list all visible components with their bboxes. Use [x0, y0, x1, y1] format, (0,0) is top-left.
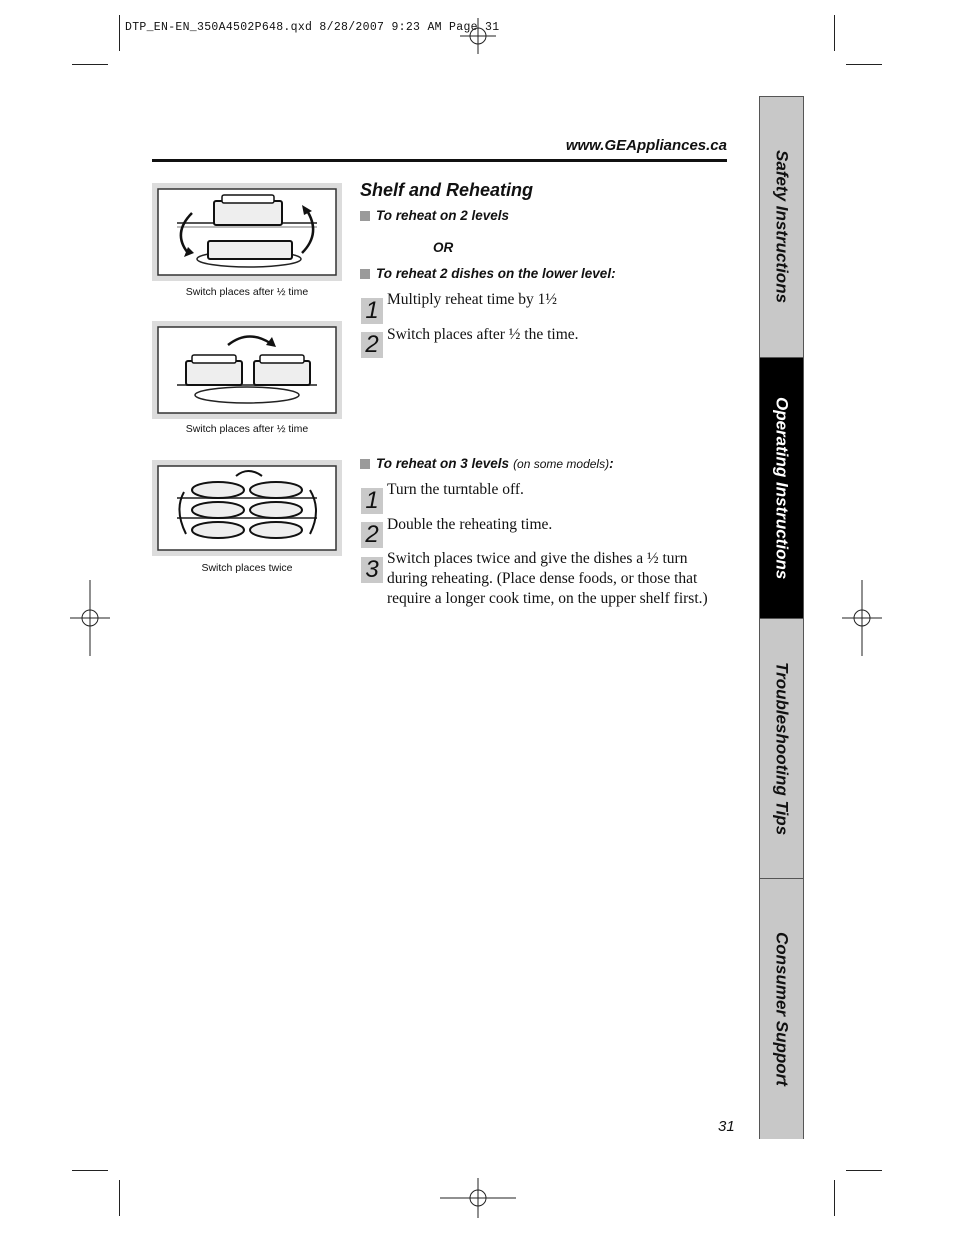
registration-target-left — [70, 580, 110, 656]
oven-lower-level-illustration — [152, 321, 342, 419]
oven-two-shelves-illustration — [152, 183, 342, 281]
step-number: 1 — [361, 488, 383, 514]
bullet-square-icon — [360, 459, 370, 469]
figure-caption: Switch places after ½ time — [185, 423, 309, 435]
subheading-note: (on some models) — [513, 456, 610, 471]
page-number: 31 — [718, 1118, 735, 1135]
registration-target-bottom — [440, 1178, 516, 1218]
figure-caption: Switch places twice — [201, 562, 293, 574]
step-text: Switch places twice and give the dishes a ½ turn during reheating. (Place dense foods, or those that require a longer cook time, on the upper shelf first.) — [387, 550, 708, 607]
figure-lower-level — [152, 321, 342, 419]
step-number: 3 — [361, 557, 383, 583]
bullet-square-icon — [360, 211, 370, 221]
registration-target-top — [460, 18, 496, 54]
step-number: 2 — [361, 332, 383, 358]
subheading-lower-level: To reheat 2 dishes on the lower level: — [360, 266, 616, 281]
header-rule — [152, 159, 727, 162]
subheading-two-levels: To reheat on 2 levels — [360, 208, 509, 223]
tab-safety-instructions[interactable]: Safety Instructions — [760, 97, 803, 357]
slug-line: DTP_EN-EN_350A4502P648.qxd 8/28/2007 9:23 AM Page 31 — [125, 21, 500, 34]
step-text: Double the reheating time. — [387, 516, 553, 533]
figure-caption: Switch places after ½ time — [185, 286, 309, 298]
tab-consumer-support[interactable]: Consumer Support — [760, 878, 803, 1139]
figure-two-levels — [152, 183, 342, 281]
tab-operating-instructions[interactable]: Operating Instructions — [760, 357, 803, 619]
step-text: Multiply reheat time by 1½ — [387, 291, 558, 308]
registration-target-right — [842, 580, 882, 656]
bullet-square-icon — [360, 269, 370, 279]
figure-three-levels — [152, 460, 342, 556]
or-separator: OR — [433, 240, 454, 255]
section-title: Shelf and Reheating — [360, 180, 534, 200]
subheading-three-levels: To reheat on 3 levels (on some models) : — [360, 456, 614, 471]
step-number: 2 — [361, 522, 383, 548]
step-number: 1 — [361, 298, 383, 324]
oven-three-shelves-illustration — [152, 460, 342, 556]
side-tabs — [759, 96, 804, 1139]
step-text: Switch places after ½ the time. — [387, 326, 579, 343]
step-text: Turn the turntable off. — [387, 481, 524, 498]
tab-troubleshooting-tips[interactable]: Troubleshooting Tips — [760, 618, 803, 879]
website-url[interactable]: www.GEAppliances.ca — [565, 137, 727, 154]
